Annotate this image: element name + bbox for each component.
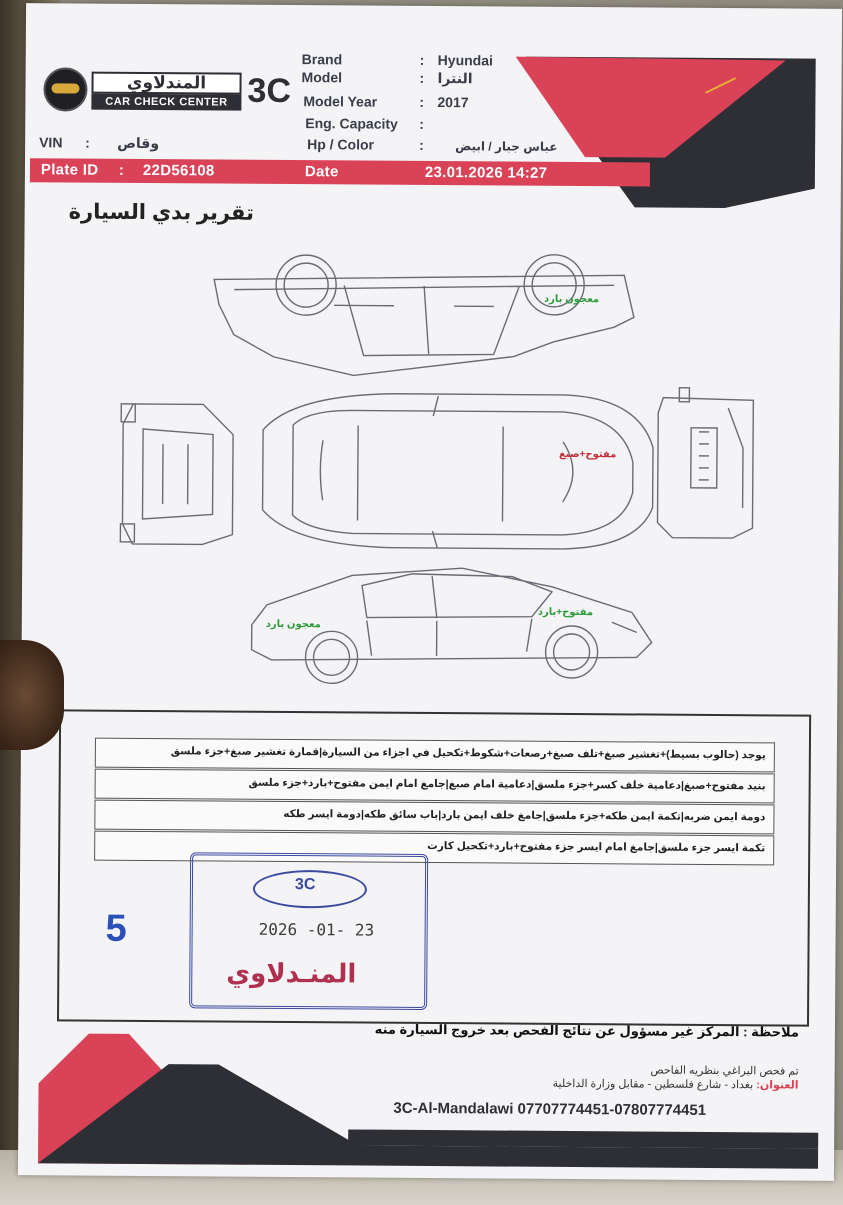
footer-contact: 3C-Al-Mandalawi 07707774451-07807774451 — [393, 1099, 707, 1119]
model-label: Model — [301, 69, 343, 86]
car-body-diagram — [91, 244, 774, 689]
date-value: 23.01.2026 14:27 — [424, 163, 548, 182]
annotation-middle: مفتوح+صبغ — [558, 448, 617, 461]
brand-label: Brand — [301, 51, 343, 68]
annotation-top: معجون بارد — [544, 293, 600, 306]
footer-address-text: بغداد - شارع فلسطين - مقابل وزارة الداخلية — [552, 1077, 754, 1092]
plate-sep: : — [118, 161, 125, 179]
footer-bar — [348, 1129, 818, 1148]
vin-sep: : — [85, 134, 90, 151]
car-view-plan — [262, 393, 653, 550]
inspection-report-page — [18, 3, 842, 1181]
footer-address — [449, 1076, 799, 1091]
plate-value: 22D56108 — [142, 161, 215, 180]
annotation-side-front: مفتوح+بارد — [537, 606, 594, 619]
remarks-box — [57, 709, 811, 1026]
car-view-top — [214, 252, 635, 377]
remark-row: يوجد (حالوب بسيط)+تغشير صبغ+تلف صبغ+رصعات+شكوط+تكحيل في اجزاء من السيارة|قمارة تغشير صبغ+جزء ملسق — [95, 738, 775, 773]
logo-arabic-name: المندلاوي — [91, 72, 241, 95]
plate-label: Plate ID — [40, 161, 99, 179]
header-decoration — [25, 3, 842, 219]
remark-row: بنيد مفتوح+صبغ|دعامية خلف كسر+جزء ملسق|دعامية امام صبغ|جامغ امام ايمن مفتوح+بارد+جزء ملسق — [95, 769, 775, 804]
finger-holding-page — [0, 640, 64, 750]
footer-address-label: العنوان: — [756, 1079, 799, 1092]
logo-english-name: CAR CHECK CENTER — [91, 94, 241, 111]
logo-badge-icon — [43, 67, 87, 111]
annotation-side-rear: معجون بارد — [265, 618, 321, 631]
stamp-date: 2026 -01- 23 — [258, 919, 375, 940]
disclaimer-note: ملاحظة : المركز غير مسؤول عن نتائج الفحص بعد خروج السيارة منه — [374, 1021, 799, 1040]
model-sep: : — [419, 69, 425, 86]
model-value: النترا — [437, 70, 473, 87]
car-view-front — [657, 388, 753, 539]
stamp-logo-text: 3C — [294, 876, 316, 894]
hp-color-value: عباس جبار / ابيض — [455, 139, 558, 154]
year-label: Model Year — [303, 93, 378, 110]
hp-color-label: Hp / Color — [307, 136, 375, 153]
vin-value: وقاص — [117, 134, 160, 152]
report-title: تقرير بدي السيارة — [68, 200, 255, 225]
eng-capacity-label: Eng. Capacity — [305, 115, 398, 132]
eng-capacity-sep: : — [419, 115, 424, 132]
vin-label: VIN — [39, 134, 63, 151]
date-label: Date — [304, 163, 339, 181]
year-sep: : — [419, 93, 425, 110]
inspection-stamp — [189, 852, 428, 1010]
hp-color-sep: : — [419, 136, 424, 153]
page-number: 5 — [105, 907, 127, 950]
remark-row: دومة ايمن ضربه|تكمة ايمن طكه+جزء ملسق|جامغ خلف ايمن بارد|باب سائق طكه|دومة ايسر طكه — [94, 800, 774, 835]
footer-line1: تم فحص البراغي بنظريه الفاحص — [650, 1064, 799, 1078]
brand-sep: : — [419, 51, 425, 68]
brand-value: Hyundai — [437, 52, 494, 69]
year-value: 2017 — [437, 94, 469, 111]
logo-brand-code: 3C — [247, 71, 292, 111]
remark-row: تكمة ايسر جزء ملسق|جامغ امام ايسر جزء مفتوح+بارد+تكحيل كارت — [94, 831, 774, 866]
stamp-name: المنـدلاوي — [226, 957, 357, 989]
logo — [91, 72, 241, 111]
car-view-rear — [120, 404, 233, 545]
